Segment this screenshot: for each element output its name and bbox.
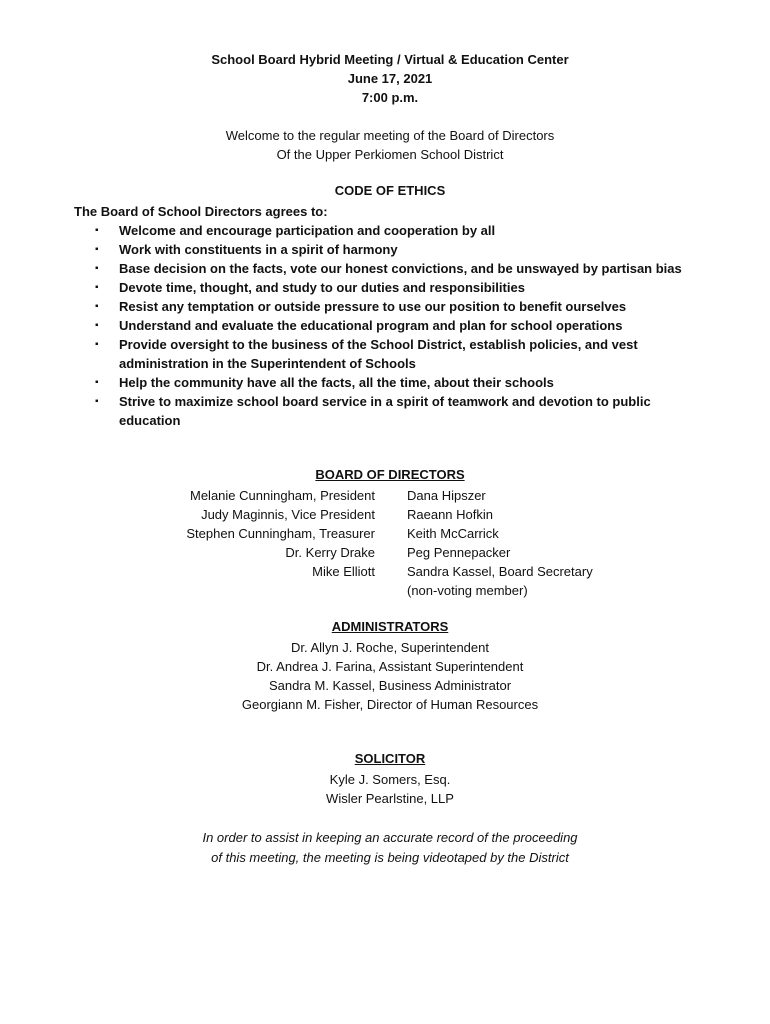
bullet-icon: ▪ <box>95 320 99 331</box>
administrator: Dr. Andrea J. Farina, Assistant Superintendent <box>256 659 524 674</box>
ethics-item: ▪ Help the community have all the facts, all the time, about their schools <box>95 375 554 390</box>
code-of-ethics-title: CODE OF ETHICS <box>334 183 446 198</box>
ethics-item: ▪ Provide oversight to the business of the School District, establish policies, and vest administration in the Superintendent of Schools <box>95 337 638 371</box>
bullet-icon: ▪ <box>95 339 99 350</box>
welcome-line-1: Welcome to the regular meeting of the Board of Directors <box>225 128 555 143</box>
solicitor-title: SOLICITOR <box>354 751 426 766</box>
board-member: Keith McCarrick <box>407 526 499 541</box>
ethics-item: ▪ Resist any temptation or outside pressure to use our position to benefit ourselves <box>95 299 627 314</box>
solicitor-list <box>0 770 770 808</box>
board-of-directors-title: BOARD OF DIRECTORS <box>315 467 465 482</box>
board-member: Dana Hipszer <box>407 488 486 503</box>
bullet-icon: ▪ <box>95 282 99 293</box>
board-member: Judy Maginnis, Vice President <box>201 507 375 522</box>
welcome-line-2: Of the Upper Perkiomen School District <box>276 147 504 162</box>
meeting-time: 7:00 p.m. <box>361 90 419 105</box>
ethics-item: ▪ Work with constituents in a spirit of harmony <box>95 242 398 257</box>
ethics-item: ▪ Welcome and encourage participation and cooperation by all <box>95 223 496 238</box>
board-member: Melanie Cunningham, President <box>190 488 375 503</box>
recording-note-line-2: of this meeting, the meeting is being videotaped by the District <box>211 850 569 865</box>
administrator: Georgiann M. Fisher, Director of Human Resources <box>241 697 539 712</box>
solicitor-firm: Wisler Pearlstine, LLP <box>326 791 454 806</box>
bullet-icon: ▪ <box>95 301 99 312</box>
board-member: Dr. Kerry Drake <box>285 545 375 560</box>
ethics-item: ▪ Devote time, thought, and study to our duties and responsibilities <box>95 280 525 295</box>
ethics-list <box>95 221 715 430</box>
bullet-icon: ▪ <box>95 225 99 236</box>
bullet-icon: ▪ <box>95 263 99 274</box>
board-member: Peg Pennepacker <box>407 545 511 560</box>
ethics-item: ▪ Understand and evaluate the educational program and plan for school operations <box>95 318 623 333</box>
ethics-item: ▪ Base decision on the facts, vote our honest convictions, and be unswayed by partisan bias <box>95 261 682 276</box>
administrators-list <box>0 638 770 714</box>
bullet-icon: ▪ <box>95 244 99 255</box>
meeting-title: School Board Hybrid Meeting / Virtual & Education Center <box>211 52 569 67</box>
board-list-left <box>186 486 375 581</box>
recording-note-line-1: In order to assist in keeping an accurate record of the proceeding <box>202 830 578 845</box>
bullet-icon: ▪ <box>95 377 99 388</box>
administrator: Dr. Allyn J. Roche, Superintendent <box>290 640 489 655</box>
board-member-note: (non-voting member) <box>407 583 528 598</box>
administrator: Sandra M. Kassel, Business Administrator <box>268 678 512 693</box>
board-member: Raeann Hofkin <box>407 507 493 522</box>
board-member: Sandra Kassel, Board Secretary <box>407 564 593 579</box>
ethics-intro: The Board of School Directors agrees to: <box>74 204 328 219</box>
board-member: Mike Elliott <box>312 564 375 579</box>
bullet-icon: ▪ <box>95 396 99 407</box>
solicitor-name: Kyle J. Somers, Esq. <box>329 772 451 787</box>
board-member: Stephen Cunningham, Treasurer <box>186 526 375 541</box>
board-list-right <box>407 486 593 600</box>
ethics-item: ▪ Strive to maximize school board service in a spirit of teamwork and devotion to public education <box>95 394 651 428</box>
administrators-title: ADMINISTRATORS <box>331 619 449 634</box>
meeting-date: June 17, 2021 <box>347 71 433 86</box>
